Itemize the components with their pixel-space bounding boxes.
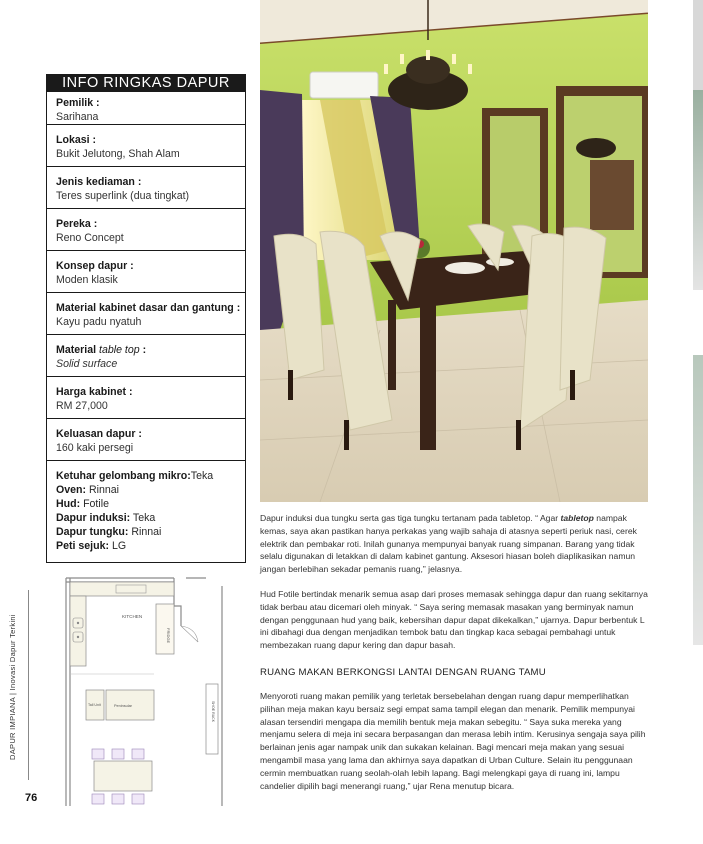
info-label: Pemilik :: [56, 97, 100, 109]
info-row-tabletop-material: [47, 335, 245, 377]
appliance-label: Dapur tungku:: [56, 526, 129, 538]
appliance-item: [56, 497, 245, 511]
info-row-kitchen-concept: [47, 251, 245, 293]
info-box-title: INFO RINGKAS DAPUR: [47, 75, 245, 92]
appliance-item: [56, 483, 245, 497]
info-label-italic: table top: [99, 344, 140, 356]
article-paragraph-dining: Menyoroti ruang makan pemilik yang terletak bersebelahan dengan ruang dapur memperlihatkan pilihan meja makan kayu bersaiz segi empat sama tampil elegan dan menarik. Pemilik mempunyai alasan tersendiri mengapa dia memilih bentuk meja makan sebegitu. “ Saya suka mereka yang menjamu selera di meja ini secara berpasangan dan merasa lebih intim. Kerusinya sengaja saya pilih berlainan jenis agar nampak unik dan sukakan kelainan. Bagi mencari meja makan yang sesuai mengambil masa yang lama dan akhirnya saya dapatkan di Urban Culture. Selain itu penggunaan cermin membuatkan ruang seolah-olah lebih lapang. Bagi melengkapi gaya di ruang ini, lampu candelier dipilih bagi menerangi ruang,” ujar Rena menutup bicara.: [260, 691, 646, 791]
appliance-item: [56, 511, 245, 525]
info-label: Konsep dapur :: [56, 260, 134, 272]
caption-text-start: Dapur induksi dua tungku serta gas tiga tungku tertanam pada tabletop. “ Agar: [260, 513, 561, 523]
info-value: Solid surface: [56, 358, 118, 370]
floor-plan-shoe-rack-label: SHOE RACK: [211, 701, 215, 723]
info-value: Teres superlink (dua tingkat): [56, 190, 190, 202]
info-row-designer: [47, 209, 245, 251]
photo-caption: [260, 512, 648, 576]
floor-plan-tall-unit-label: Tall Unit: [88, 703, 101, 707]
info-label: Pereka :: [56, 218, 98, 230]
info-value: Reno Concept: [56, 232, 124, 244]
floor-plan-kitchen-label: KITCHEN: [122, 614, 143, 619]
magazine-section-label: DAPUR IMPIANA | Inovasi Dapur Terkini: [8, 614, 17, 760]
info-row-cabinet-material: [47, 293, 245, 335]
appliance-value: Teka: [130, 512, 156, 524]
right-edge-strip: [693, 0, 703, 90]
info-row-location: [47, 125, 245, 167]
info-row-cabinet-price: [47, 377, 245, 419]
section-heading: RUANG MAKAN BERKONGSI LANTAI DENGAN RUANG TAMU: [260, 667, 546, 678]
caption-emphasis: tabletop: [560, 513, 594, 523]
floor-plan-peninsular-label: Peninsular: [114, 704, 132, 708]
dining-room-photo: [260, 0, 648, 502]
info-value: 160 kaki persegi: [56, 442, 134, 454]
info-label: Harga kabinet :: [56, 386, 133, 398]
info-value: Moden klasik: [56, 274, 118, 286]
appliance-list: [47, 461, 245, 563]
info-label-end: :: [139, 344, 147, 356]
floor-plan-fridge-label: FRIDGE: [166, 628, 171, 644]
appliance-item: [56, 539, 245, 553]
appliance-label: Dapur induksi:: [56, 512, 131, 524]
appliance-value: Rinnai: [86, 484, 120, 496]
info-value: Bukit Jelutong, Shah Alam: [56, 148, 180, 160]
info-value: Sarihana: [56, 111, 99, 123]
appliance-label: Hud:: [56, 498, 81, 510]
appliance-value: Rinnai: [128, 526, 162, 538]
info-value: Kayu padu nyatuh: [56, 316, 142, 328]
info-label: Jenis kediaman :: [56, 176, 142, 188]
info-label: Lokasi :: [56, 134, 97, 146]
caption-text-end: nampak kemas, saya akan pastikan hanya perkakas yang wajib sahaja di atasnya seperti periuk nasi, cerek elektrik dan pembakar roti. Inilah gunanya mempunyai banyak ruang simpanan. Barang yang tidak selalu digunakan di letakkan di dalam kabinet gantung. Aksesori hiasan boleh diaplikasikan namun jangan berlebihan sekadar pemanis ruang,” jelasnya.: [260, 513, 637, 575]
info-box: [46, 74, 246, 563]
info-row-residence-type: [47, 167, 245, 209]
info-value: RM 27,000: [56, 400, 108, 412]
page-number: 76: [25, 792, 38, 804]
appliance-value: Teka: [190, 470, 214, 482]
appliance-item: [56, 525, 245, 539]
info-label: [56, 343, 245, 357]
article-paragraph-hood: Hud Fotile bertindak menarik semua asap dari proses memasak sehingga dapur dan ruang sekitarnya tidak berbau atau dicemari oleh minyak. “ Saya sering memasak masakan yang berminyak namun dengan penggunaan hud yang baik, kebersihan dapur dapat dikekalkan,” ujarnya. Dapur berbentuk L ini dibahagi dua dengan menjadikan tembok batu dan tingkap kaca sebagai pembahagi untuk membezakan ruang dapur kering dan dapur basah.: [260, 589, 648, 651]
side-rule: [28, 590, 29, 780]
info-label: Material kabinet dasar dan gantung :: [56, 302, 241, 314]
kitchen-floor-plan: [46, 566, 246, 828]
appliance-label: Ketuhar gelombang mikro:: [56, 470, 191, 482]
appliance-value: LG: [109, 540, 127, 552]
info-row-kitchen-area: [47, 419, 245, 461]
appliance-label: Peti sejuk:: [56, 540, 109, 552]
info-label-start: Material: [56, 344, 97, 356]
right-edge-strip: [693, 355, 703, 645]
appliance-label: Oven:: [56, 484, 87, 496]
right-edge-strip: [693, 90, 703, 290]
info-row-owner: [47, 92, 245, 125]
appliance-item: [56, 469, 245, 483]
info-label: Keluasan dapur :: [56, 428, 142, 440]
appliance-value: Fotile: [80, 498, 109, 510]
